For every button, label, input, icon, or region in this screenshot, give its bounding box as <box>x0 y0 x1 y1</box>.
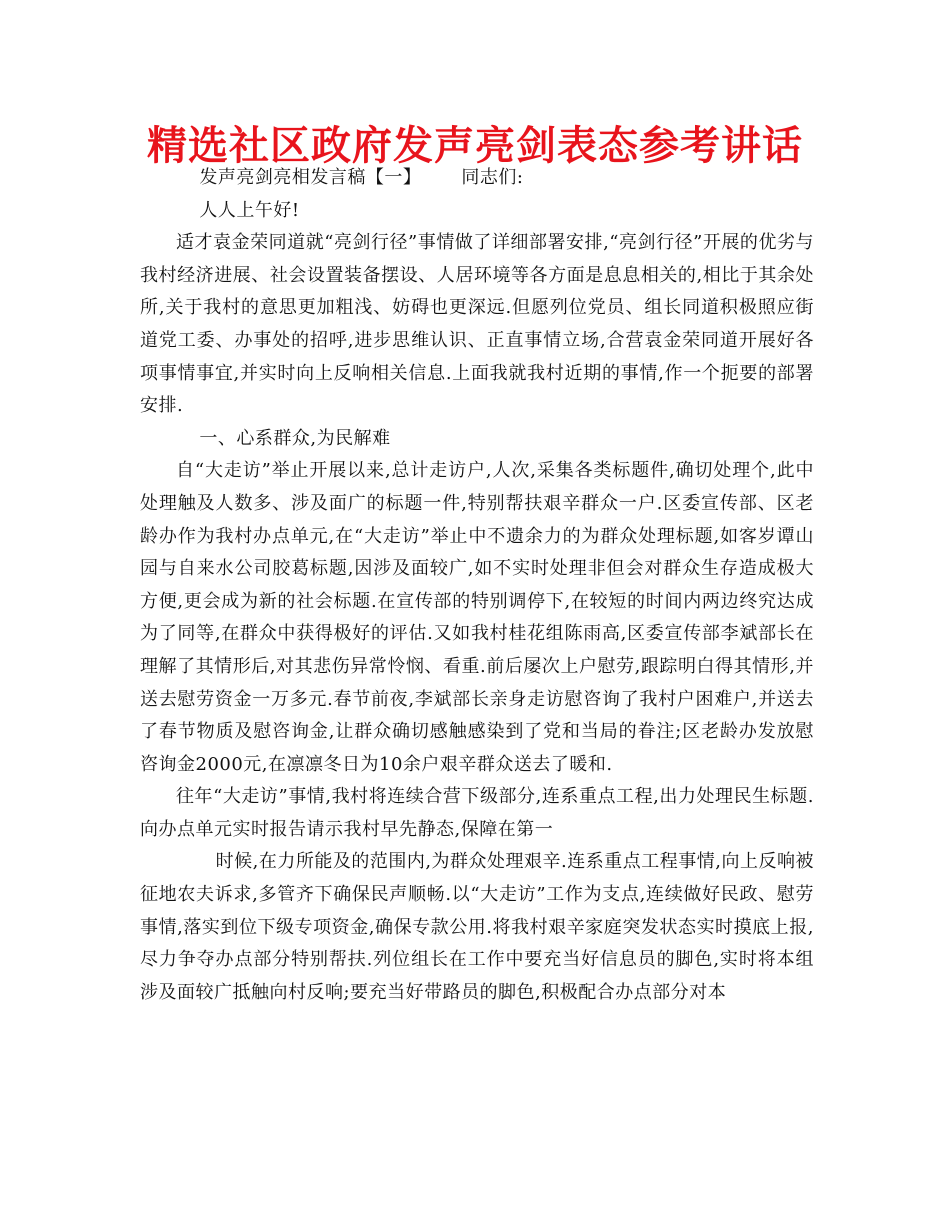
document-body <box>140 162 814 1009</box>
document-title: 精选社区政府发声亮剑表态参考讲话 <box>147 123 803 169</box>
paragraph: 自“大走访”举止开展以来,总计走访户,人次,采集各类标题件,确切处理个,此中处理触及人数多、涉及面广的标题一件,特别帮扶艰辛群众一户.区委宣传部、区老龄办作为我村办点单元,在“大走访”举止中不遗余力的为群众处理标题,如客岁谭山园与自来水公司胶葛标题,因涉及面较广,如不实时处理非但会对群众生存造成极大方便,更会成为新的社会标题.在宣传部的特别调停下,在较短的时间内两边终究达成为了同等,在群众中获得极好的评估.又如我村桂花组陈雨高,区委宣传部李斌部长在理解了其情形后,对其悲伤异常怜悯、看重.前后屡次上户慰劳,跟踪明白得其情形,并送去慰劳资金一万多元.春节前夜,李斌部长亲身走访慰咨询了我村户困难户,并送去了春节物质及慰咨询金,让群众确切感触感染到了党和当局的眷注;区老龄办发放慰咨询金2000元,在凛凛冬日为10余户艰辛群众送去了暖和. <box>140 460 814 775</box>
paragraph: 适才袁金荣同道就“亮剑行径”事情做了详细部署安排,“亮剑行径”开展的优劣与我村经济进展、社会设置装备摆设、人居环境等各方面是息息相关的,相比于其余处所,关于我村的意思更加粗浅、妨碍也更深远.但愿列位党员、组长同道积极照应街道党工委、办事处的招呼,进步思维认识、正直事情立场,合营袁金荣同道开展好各项事情事宜,并实时向上反响相关信息.上面我就我村近期的事情,作一个扼要的部署安排. <box>140 232 814 417</box>
speech-subtitle: 发声亮剑亮相发言稿【一】 <box>199 167 422 188</box>
paragraph: 往年“大走访”事情,我村将连续合营下级部分,连系重点工程,出力处理民生标题.向办点单元实时报告请示我村早先静态,保障在第一 <box>140 786 814 840</box>
salutation-line <box>140 162 814 195</box>
greeting: 人人上午好! <box>199 199 300 221</box>
salutation: 同志们: <box>461 167 524 188</box>
paragraph: 时候,在力所能及的范围内,为群众处理艰辛.连系重点工程事情,向上反响被征地农夫诉求,多管齐下确保民声顺畅.以“大走访”工作为支点,连续做好民政、慰劳事情,落实到位下级专项资金,确保专款公用.将我村艰辛家庭突发状态实时摸底上报,尽力争夺办点部分特别帮扶.列位组长在工作中要充当好信息员的脚色,实时将本组涉及面较广抵触向村反响;要充当好带路员的脚色,积极配合办点部分对本 <box>140 851 814 1003</box>
section-heading: 一、心系群众,为民解难 <box>199 427 391 449</box>
